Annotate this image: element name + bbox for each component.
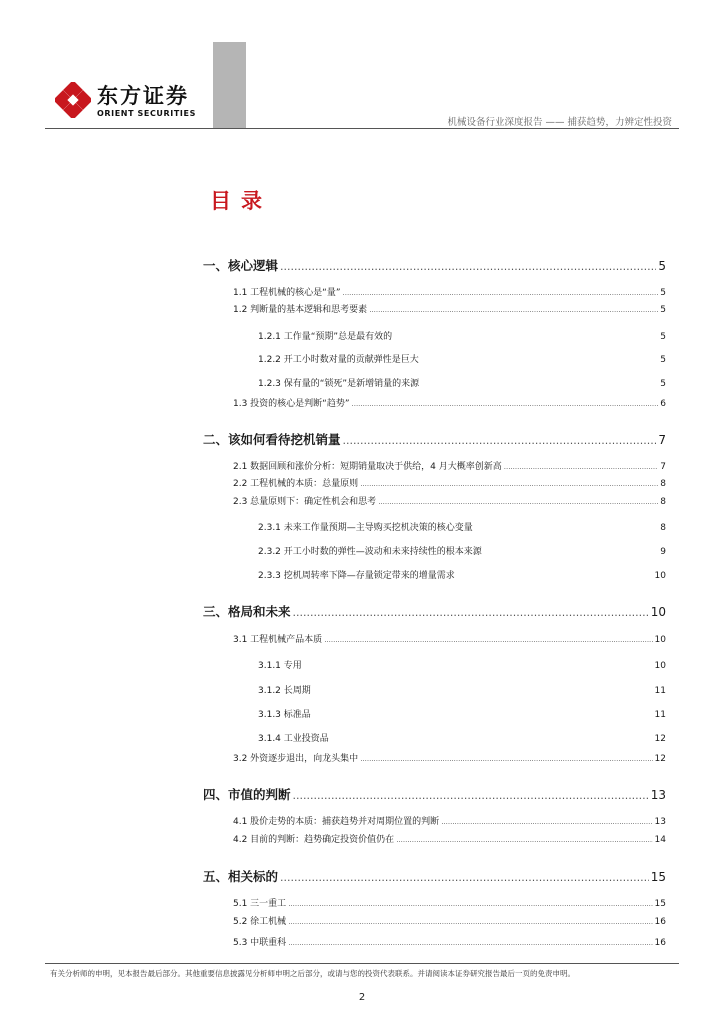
toc-entry[interactable] — [258, 352, 666, 365]
toc-entry-page-number: 8 — [660, 479, 666, 489]
toc-entry-label: 5.3 中联重科 — [233, 938, 287, 948]
toc-entry-page-number: 5 — [660, 355, 666, 365]
toc-entry[interactable] — [258, 658, 666, 671]
toc-entry-label: 1.3 投资的核心是判断“趋势” — [233, 399, 350, 409]
toc-entry-label: 2.3.2 开工小时数的弹性—波动和未来持续性的根本来源 — [258, 547, 482, 557]
toc-entry-leader-dots — [280, 871, 649, 884]
header-gray-block — [213, 42, 246, 129]
toc-entry[interactable] — [258, 731, 666, 744]
toc-entry-page-number: 13 — [654, 817, 666, 827]
footer-disclaimer: 有关分析师的申明，见本报告最后部分。其他重要信息披露见分析师申明之后部分，或请与您的投资代表联系。并请阅读本证券研究报告最后一页的免责申明。 — [50, 969, 575, 978]
toc-entry-leader-dots — [441, 818, 652, 826]
toc-entry-label: 2.3.3 挖机周转率下降—存量锁定带来的增量需求 — [258, 571, 455, 581]
toc-entry-page-number: 5 — [660, 379, 666, 389]
toc-entry-leader-dots — [343, 434, 657, 447]
toc-entry-leader-dots — [293, 789, 649, 802]
toc-entry-leader-dots — [288, 918, 652, 926]
toc-entry[interactable] — [203, 602, 666, 620]
toc-entry[interactable] — [258, 544, 666, 557]
toc-entry-label: 4.1 股价走势的本质：捕获趋势并对周期位置的判断 — [233, 817, 440, 827]
toc-entry-label: 3.1.4 工业投资品 — [258, 734, 329, 744]
toc-entry[interactable] — [203, 785, 666, 803]
toc-entry[interactable] — [233, 302, 666, 315]
toc-entry[interactable] — [233, 914, 666, 927]
toc-entry-label: 1.2 判断量的基本逻辑和思考要素 — [233, 305, 368, 315]
toc-entry[interactable] — [233, 632, 666, 645]
page-number: 2 — [358, 992, 366, 1003]
toc-entry-label: 一、核心逻辑 — [203, 258, 279, 273]
report-header-title: 机械设备行业深度报告 —— 捕获趋势，力辨定性投资 — [447, 117, 672, 128]
logo-chinese-name: 东方证券 — [97, 84, 189, 108]
toc-entry-leader-dots — [369, 306, 658, 314]
toc-entry-leader-dots — [343, 289, 659, 297]
toc-entry-page-number: 5 — [660, 305, 666, 315]
toc-entry-label: 二、该如何看待挖机销量 — [203, 432, 341, 447]
toc-entry-label: 3.2 外资逐步退出，向龙头集中 — [233, 754, 359, 764]
toc-entry-leader-dots — [396, 836, 652, 844]
toc-entry-page-number: 10 — [654, 635, 666, 645]
toc-entry-page-number: 8 — [660, 497, 666, 507]
footer-divider — [45, 963, 679, 964]
toc-entry-leader-dots — [378, 498, 658, 506]
toc-entry[interactable] — [233, 285, 666, 298]
toc-entry[interactable] — [203, 867, 666, 885]
toc-entry-label: 1.2.3 保有量的“锁死”是新增销量的来源 — [258, 379, 420, 389]
toc-entry-leader-dots — [360, 755, 652, 763]
toc-entry-label: 1.1 工程机械的核心是“量” — [233, 288, 341, 298]
toc-entry-leader-dots — [324, 636, 652, 644]
toc-entry-page-number: 6 — [660, 399, 666, 409]
toc-entry-label: 5.2 徐工机械 — [233, 917, 287, 927]
toc-entry-page-number: 12 — [654, 734, 666, 744]
toc-entry[interactable] — [233, 814, 666, 827]
toc-entry-leader-dots — [352, 400, 659, 408]
toc-entry-page-number: 15 — [650, 870, 666, 884]
toc-entry-label: 2.2 工程机械的本质：总量原则 — [233, 479, 359, 489]
toc-entry-label: 5.1 三一重工 — [233, 899, 287, 909]
toc-entry[interactable] — [233, 896, 666, 909]
toc-entry-page-number: 11 — [654, 710, 666, 720]
toc-entry-page-number: 7 — [658, 433, 666, 447]
toc-entry-page-number: 13 — [650, 788, 666, 802]
toc-entry-page-number: 12 — [654, 754, 666, 764]
toc-entry-page-number: 5 — [658, 259, 666, 273]
toc-title: 目录 — [210, 189, 272, 213]
toc-entry[interactable] — [258, 520, 666, 533]
toc-entry[interactable] — [233, 935, 666, 948]
toc-entry-label: 3.1.3 标准品 — [258, 710, 311, 720]
toc-entry-label: 2.3.1 未来工作量预期—主导购买挖机决策的核心变量 — [258, 523, 473, 533]
toc-entry-leader-dots — [288, 900, 652, 908]
toc-entry-page-number: 16 — [654, 917, 666, 927]
toc-entry-label: 3.1.2 长周期 — [258, 686, 311, 696]
toc-entry-page-number: 10 — [654, 571, 666, 581]
toc-entry-page-number: 5 — [660, 332, 666, 342]
toc-entry-page-number: 14 — [654, 835, 666, 845]
logo-english-name: ORIENT SECURITIES — [97, 109, 196, 118]
toc-entry-label: 4.2 目前的判断：趋势确定投资价值仍在 — [233, 835, 395, 845]
toc-entry-label: 五、相关标的 — [203, 869, 279, 884]
toc-entry-label: 3.1.1 专用 — [258, 661, 302, 671]
toc-entry-page-number: 15 — [654, 899, 666, 909]
toc-entry-page-number: 7 — [660, 462, 666, 472]
toc-entry[interactable] — [258, 683, 666, 696]
header-divider — [45, 128, 679, 129]
toc-entry-label: 1.2.2 开工小时数对量的贡献弹性是巨大 — [258, 355, 419, 365]
toc-entry-leader-dots — [280, 260, 656, 273]
company-logo — [55, 82, 205, 122]
toc-entry-leader-dots — [288, 939, 652, 947]
toc-entry-label: 2.1 数据回顾和涨价分析：短期销量取决于供给，4 月大概率创新高 — [233, 462, 502, 472]
toc-entry[interactable] — [258, 568, 666, 581]
orient-logo-icon — [55, 82, 91, 118]
toc-entry[interactable] — [258, 376, 666, 389]
toc-entry-page-number: 8 — [660, 523, 666, 533]
toc-entry[interactable] — [203, 256, 666, 274]
toc-entry-page-number: 9 — [660, 547, 666, 557]
toc-entry-leader-dots — [293, 606, 649, 619]
toc-entry-leader-dots — [360, 480, 658, 488]
toc-entry-page-number: 11 — [654, 686, 666, 696]
toc-entry[interactable] — [233, 494, 666, 507]
toc-entry-page-number: 10 — [650, 605, 666, 619]
toc-entry-label: 2.3 总量原则下：确定性机会和思考 — [233, 497, 377, 507]
toc-entry-label: 1.2.1 工作量“预期”总是最有效的 — [258, 332, 393, 342]
toc-entry[interactable] — [233, 476, 666, 489]
toc-entry[interactable] — [233, 459, 666, 472]
toc-entry-page-number: 16 — [654, 938, 666, 948]
toc-entry-page-number: 5 — [660, 288, 666, 298]
toc-entry-label: 四、市值的判断 — [203, 787, 291, 802]
toc-entry[interactable] — [258, 329, 666, 342]
toc-entry-leader-dots — [504, 463, 659, 471]
toc-entry[interactable] — [258, 707, 666, 720]
toc-entry-label: 三、格局和未来 — [203, 604, 291, 619]
toc-entry-label: 3.1 工程机械产品本质 — [233, 635, 323, 645]
toc-entry-page-number: 10 — [654, 661, 666, 671]
toc-entry[interactable] — [233, 396, 666, 409]
toc-entry[interactable] — [233, 751, 666, 764]
toc-entry[interactable] — [233, 832, 666, 845]
toc-entry[interactable] — [203, 430, 666, 448]
